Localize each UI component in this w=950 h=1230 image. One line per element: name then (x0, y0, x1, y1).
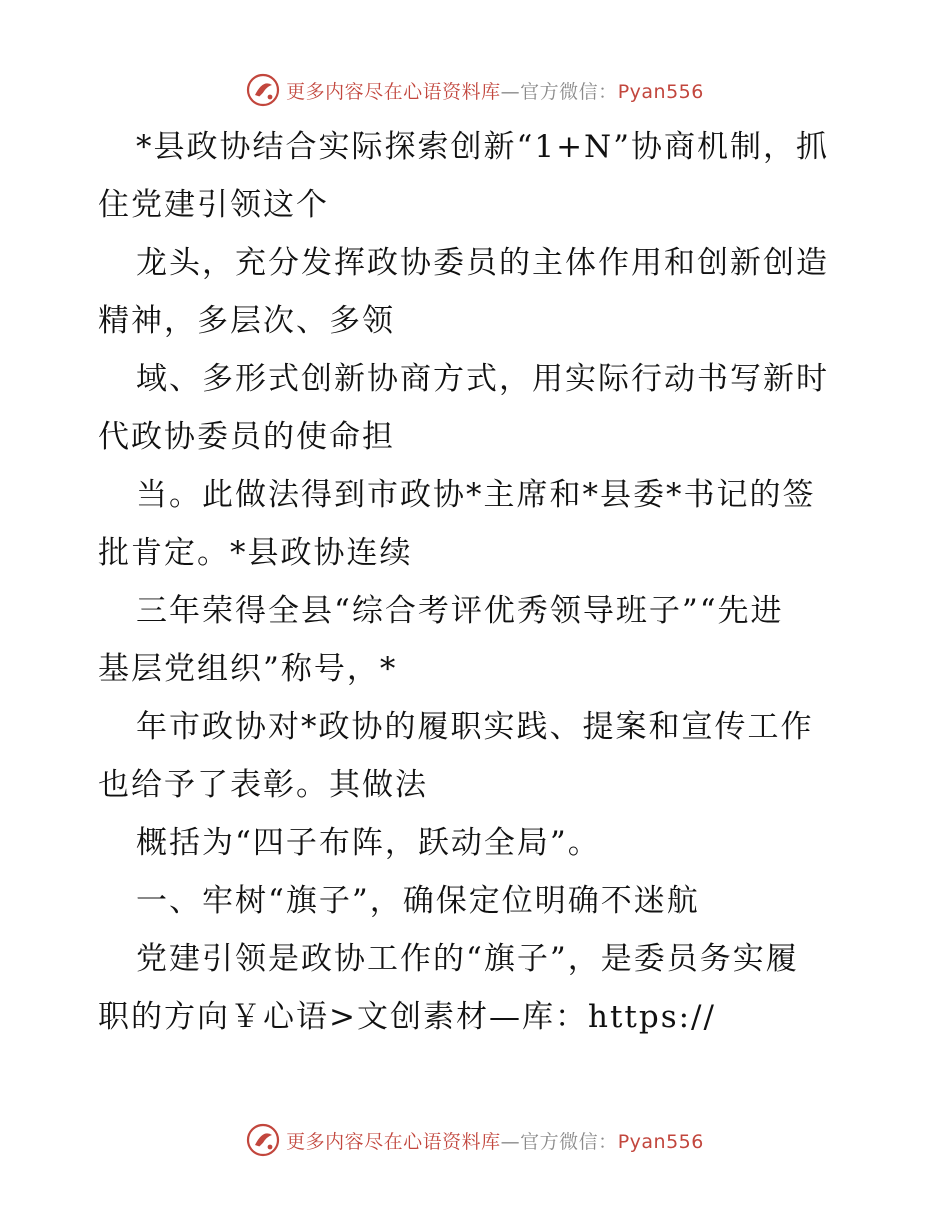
footer-brand: 更多内容尽在心语资料库 (286, 1130, 501, 1153)
body-line: 批肯定。*县政协连续 (98, 535, 413, 571)
body-line: 龙头，充分发挥政协委员的主体作用和创新创造 (136, 245, 829, 281)
header-wechat-id: Pyan556 (617, 80, 704, 103)
section-heading: 一、牢树“旗子”，确保定位明确不迷航 (136, 883, 700, 919)
document-body (98, 118, 858, 1046)
body-line: 住党建引领这个 (98, 187, 329, 223)
body-line: 党建引领是政协工作的“旗子”，是委员务实履 (136, 941, 799, 977)
body-line: 概括为“四子布阵，跃动全局”。 (136, 825, 601, 861)
body-line: 年市政协对*政协的履职实践、提案和宣传工作 (136, 709, 814, 745)
body-line: 代政协委员的使命担 (98, 419, 395, 455)
footer-wechat-label: 官方微信： (520, 1130, 618, 1153)
body-line: 基层党组织”称号，* (98, 651, 398, 687)
body-line: 三年荣得全县“综合考评优秀领导班子”“先进 (136, 593, 784, 629)
header-text (286, 77, 704, 104)
footer-banner (0, 1120, 950, 1160)
body-line: 当。此做法得到市政协*主席和*县委*书记的签 (136, 477, 816, 513)
body-line: 域、多形式创新协商方式，用实际行动书写新时 (136, 361, 829, 397)
footer-dash: — (500, 1130, 521, 1153)
header-brand: 更多内容尽在心语资料库 (286, 80, 501, 103)
brand-logo-icon (246, 1123, 280, 1157)
footer-text (286, 1127, 704, 1154)
header-wechat-label: 官方微信： (520, 80, 618, 103)
body-line: *县政协结合实际探索创新“1+N”协商机制，抓 (136, 129, 830, 165)
body-line: 精神，多层次、多领 (98, 303, 395, 339)
footer-wechat-id: Pyan556 (617, 1130, 704, 1153)
brand-logo-icon (246, 73, 280, 107)
body-line: 也给予了表彰。其做法 (98, 767, 428, 803)
header-banner (0, 70, 950, 110)
body-line: 职的方向￥心语>文创素材—库：https:// (98, 999, 716, 1035)
header-dash: — (500, 80, 521, 103)
